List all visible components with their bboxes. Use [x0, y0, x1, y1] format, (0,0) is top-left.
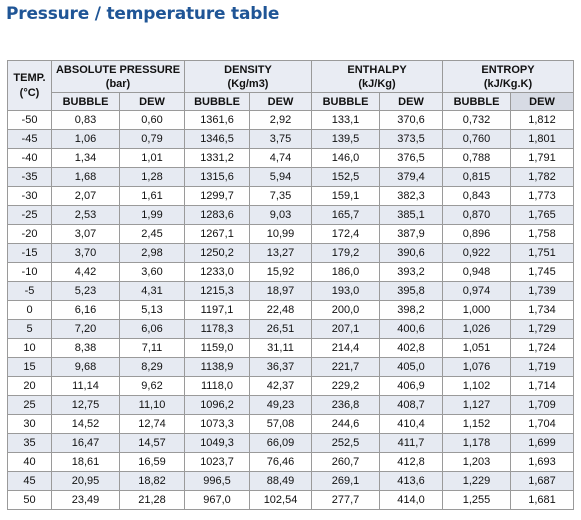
value-cell: 1096,2 [185, 396, 250, 415]
value-cell: 7,35 [250, 187, 312, 206]
table-row [8, 263, 574, 282]
value-cell: 1,127 [443, 396, 511, 415]
sub-header-cell: BUBBLE [443, 93, 511, 111]
value-cell: 7,20 [52, 320, 120, 339]
table-row [8, 301, 574, 320]
sub-header-cell: BUBBLE [312, 93, 380, 111]
table-row [8, 453, 574, 472]
table-row [8, 339, 574, 358]
value-cell: 8,38 [52, 339, 120, 358]
value-cell: 1049,3 [185, 434, 250, 453]
value-cell: 1,229 [443, 472, 511, 491]
value-cell: 406,9 [380, 377, 443, 396]
table-row [8, 244, 574, 263]
table-row [8, 472, 574, 491]
value-cell: 1,751 [511, 244, 574, 263]
value-cell: 16,59 [120, 453, 185, 472]
value-cell: 1,719 [511, 358, 574, 377]
value-cell: 1346,5 [185, 130, 250, 149]
value-cell: 1,178 [443, 434, 511, 453]
value-cell: 139,5 [312, 130, 380, 149]
value-cell: 1331,2 [185, 149, 250, 168]
value-cell: 1073,3 [185, 415, 250, 434]
temp-header [8, 61, 52, 111]
value-cell: 0,732 [443, 111, 511, 130]
value-cell: 410,4 [380, 415, 443, 434]
value-cell: 1,102 [443, 377, 511, 396]
value-cell: 370,6 [380, 111, 443, 130]
value-cell: 1118,0 [185, 377, 250, 396]
value-cell: 1283,6 [185, 206, 250, 225]
value-cell: 200,0 [312, 301, 380, 320]
value-cell: 3,75 [250, 130, 312, 149]
value-cell: 2,98 [120, 244, 185, 263]
value-cell: 385,1 [380, 206, 443, 225]
value-cell: 18,82 [120, 472, 185, 491]
value-cell: 2,53 [52, 206, 120, 225]
temperature-cell: 40 [8, 453, 52, 472]
value-cell: 14,57 [120, 434, 185, 453]
value-cell: 2,92 [250, 111, 312, 130]
value-cell: 1,714 [511, 377, 574, 396]
value-cell: 0,83 [52, 111, 120, 130]
temperature-cell: -25 [8, 206, 52, 225]
value-cell: 1,000 [443, 301, 511, 320]
value-cell: 996,5 [185, 472, 250, 491]
value-cell: 0,788 [443, 149, 511, 168]
table-row [8, 434, 574, 453]
value-cell: 21,28 [120, 491, 185, 510]
value-cell: 1,255 [443, 491, 511, 510]
value-cell: 1138,9 [185, 358, 250, 377]
value-cell: 1299,7 [185, 187, 250, 206]
temperature-cell: -35 [8, 168, 52, 187]
value-cell: 1,724 [511, 339, 574, 358]
table-row [8, 320, 574, 339]
value-cell: 3,70 [52, 244, 120, 263]
sub-header-row [8, 93, 574, 111]
value-cell: 1,68 [52, 168, 120, 187]
group-header-row [8, 61, 574, 93]
value-cell: 31,11 [250, 339, 312, 358]
value-cell: 1,729 [511, 320, 574, 339]
value-cell: 4,31 [120, 282, 185, 301]
temperature-cell: 25 [8, 396, 52, 415]
value-cell: 0,79 [120, 130, 185, 149]
value-cell: 146,0 [312, 149, 380, 168]
value-cell: 14,52 [52, 415, 120, 434]
value-cell: 405,0 [380, 358, 443, 377]
temperature-cell: 35 [8, 434, 52, 453]
table-row [8, 396, 574, 415]
value-cell: 1,734 [511, 301, 574, 320]
pressure-temperature-table [7, 60, 574, 510]
value-cell: 11,10 [120, 396, 185, 415]
temperature-cell: 20 [8, 377, 52, 396]
value-cell: 1,758 [511, 225, 574, 244]
value-cell: 4,42 [52, 263, 120, 282]
value-cell: 1,773 [511, 187, 574, 206]
value-cell: 76,46 [250, 453, 312, 472]
table-body [8, 111, 574, 510]
value-cell: 411,7 [380, 434, 443, 453]
table-row [8, 415, 574, 434]
value-cell: 1,076 [443, 358, 511, 377]
value-cell: 3,07 [52, 225, 120, 244]
value-cell: 0,896 [443, 225, 511, 244]
sub-header-cell: DEW [380, 93, 443, 111]
value-cell: 1,812 [511, 111, 574, 130]
value-cell: 159,1 [312, 187, 380, 206]
value-cell: 214,4 [312, 339, 380, 358]
value-cell: 1,61 [120, 187, 185, 206]
value-cell: 379,4 [380, 168, 443, 187]
value-cell: 400,6 [380, 320, 443, 339]
value-cell: 9,03 [250, 206, 312, 225]
temperature-cell: -45 [8, 130, 52, 149]
temperature-cell: 10 [8, 339, 52, 358]
temperature-cell: -50 [8, 111, 52, 130]
value-cell: 1315,6 [185, 168, 250, 187]
value-cell: 1267,1 [185, 225, 250, 244]
value-cell: 0,815 [443, 168, 511, 187]
value-cell: 6,16 [52, 301, 120, 320]
value-cell: 0,974 [443, 282, 511, 301]
value-cell: 1,681 [511, 491, 574, 510]
value-cell: 22,48 [250, 301, 312, 320]
value-cell: 172,4 [312, 225, 380, 244]
value-cell: 0,948 [443, 263, 511, 282]
table-row [8, 130, 574, 149]
value-cell: 11,14 [52, 377, 120, 396]
value-cell: 252,5 [312, 434, 380, 453]
table-row [8, 206, 574, 225]
value-cell: 57,08 [250, 415, 312, 434]
value-cell: 244,6 [312, 415, 380, 434]
group-header-enthalpy: ENTHALPY (kJ/Kg) [312, 61, 443, 93]
value-cell: 387,9 [380, 225, 443, 244]
value-cell: 2,45 [120, 225, 185, 244]
value-cell: 26,51 [250, 320, 312, 339]
value-cell: 1,709 [511, 396, 574, 415]
value-cell: 18,97 [250, 282, 312, 301]
temperature-cell: -30 [8, 187, 52, 206]
value-cell: 236,8 [312, 396, 380, 415]
temperature-cell: -5 [8, 282, 52, 301]
table-row [8, 358, 574, 377]
temperature-cell: -15 [8, 244, 52, 263]
value-cell: 0,760 [443, 130, 511, 149]
value-cell: 1,745 [511, 263, 574, 282]
value-cell: 193,0 [312, 282, 380, 301]
value-cell: 6,06 [120, 320, 185, 339]
value-cell: 1,28 [120, 168, 185, 187]
value-cell: 49,23 [250, 396, 312, 415]
value-cell: 395,8 [380, 282, 443, 301]
value-cell: 66,09 [250, 434, 312, 453]
value-cell: 1,687 [511, 472, 574, 491]
temp-header-unit: (°C) [19, 86, 40, 99]
value-cell: 1,203 [443, 453, 511, 472]
value-cell: 1,765 [511, 206, 574, 225]
value-cell: 390,6 [380, 244, 443, 263]
value-cell: 373,5 [380, 130, 443, 149]
temperature-cell: 5 [8, 320, 52, 339]
value-cell: 1178,3 [185, 320, 250, 339]
value-cell: 1250,2 [185, 244, 250, 263]
value-cell: 1,06 [52, 130, 120, 149]
temperature-cell: -40 [8, 149, 52, 168]
value-cell: 0,922 [443, 244, 511, 263]
table-row [8, 111, 574, 130]
value-cell: 1023,7 [185, 453, 250, 472]
value-cell: 16,47 [52, 434, 120, 453]
temp-header-label: TEMP. [13, 71, 46, 84]
value-cell: 402,8 [380, 339, 443, 358]
value-cell: 0,60 [120, 111, 185, 130]
value-cell: 413,6 [380, 472, 443, 491]
value-cell: 8,29 [120, 358, 185, 377]
value-cell: 269,1 [312, 472, 380, 491]
value-cell: 1,699 [511, 434, 574, 453]
value-cell: 1,693 [511, 453, 574, 472]
value-cell: 412,8 [380, 453, 443, 472]
value-cell: 1,152 [443, 415, 511, 434]
group-header-density: DENSITY (Kg/m3) [185, 61, 312, 93]
value-cell: 42,37 [250, 377, 312, 396]
sub-header-cell: DEW [511, 93, 574, 111]
value-cell: 229,2 [312, 377, 380, 396]
value-cell: 207,1 [312, 320, 380, 339]
table-row [8, 377, 574, 396]
temperature-cell: -10 [8, 263, 52, 282]
sub-header-cell: BUBBLE [185, 93, 250, 111]
page-title: Pressure / temperature table [6, 4, 280, 24]
value-cell: 15,92 [250, 263, 312, 282]
value-cell: 1215,3 [185, 282, 250, 301]
value-cell: 0,843 [443, 187, 511, 206]
value-cell: 260,7 [312, 453, 380, 472]
value-cell: 20,95 [52, 472, 120, 491]
value-cell: 1,791 [511, 149, 574, 168]
value-cell: 2,07 [52, 187, 120, 206]
value-cell: 408,7 [380, 396, 443, 415]
value-cell: 10,99 [250, 225, 312, 244]
value-cell: 88,49 [250, 472, 312, 491]
table-row [8, 225, 574, 244]
temperature-cell: 15 [8, 358, 52, 377]
value-cell: 133,1 [312, 111, 380, 130]
value-cell: 414,0 [380, 491, 443, 510]
table-row [8, 168, 574, 187]
value-cell: 398,2 [380, 301, 443, 320]
value-cell: 5,13 [120, 301, 185, 320]
value-cell: 1,739 [511, 282, 574, 301]
temperature-cell: -20 [8, 225, 52, 244]
value-cell: 23,49 [52, 491, 120, 510]
value-cell: 1233,0 [185, 263, 250, 282]
value-cell: 376,5 [380, 149, 443, 168]
value-cell: 186,0 [312, 263, 380, 282]
value-cell: 4,74 [250, 149, 312, 168]
value-cell: 1,99 [120, 206, 185, 225]
value-cell: 1,026 [443, 320, 511, 339]
temperature-cell: 50 [8, 491, 52, 510]
value-cell: 1,782 [511, 168, 574, 187]
value-cell: 221,7 [312, 358, 380, 377]
value-cell: 1,051 [443, 339, 511, 358]
value-cell: 3,60 [120, 263, 185, 282]
value-cell: 1159,0 [185, 339, 250, 358]
temperature-cell: 0 [8, 301, 52, 320]
sub-header-cell: DEW [250, 93, 312, 111]
value-cell: 382,3 [380, 187, 443, 206]
table-row [8, 187, 574, 206]
value-cell: 102,54 [250, 491, 312, 510]
value-cell: 36,37 [250, 358, 312, 377]
value-cell: 18,61 [52, 453, 120, 472]
table-row [8, 491, 574, 510]
value-cell: 1197,1 [185, 301, 250, 320]
group-header-pressure: ABSOLUTE PRESSURE (bar) [52, 61, 185, 93]
group-header-entropy: ENTROPY (kJ/Kg.K) [443, 61, 574, 93]
value-cell: 9,62 [120, 377, 185, 396]
value-cell: 1,704 [511, 415, 574, 434]
value-cell: 13,27 [250, 244, 312, 263]
value-cell: 1361,6 [185, 111, 250, 130]
value-cell: 0,870 [443, 206, 511, 225]
table-row [8, 282, 574, 301]
table-row [8, 149, 574, 168]
value-cell: 179,2 [312, 244, 380, 263]
temperature-cell: 45 [8, 472, 52, 491]
value-cell: 7,11 [120, 339, 185, 358]
value-cell: 9,68 [52, 358, 120, 377]
temperature-cell: 30 [8, 415, 52, 434]
value-cell: 152,5 [312, 168, 380, 187]
value-cell: 12,75 [52, 396, 120, 415]
value-cell: 12,74 [120, 415, 185, 434]
value-cell: 5,94 [250, 168, 312, 187]
value-cell: 277,7 [312, 491, 380, 510]
value-cell: 1,01 [120, 149, 185, 168]
value-cell: 1,801 [511, 130, 574, 149]
value-cell: 967,0 [185, 491, 250, 510]
value-cell: 165,7 [312, 206, 380, 225]
sub-header-cell: BUBBLE [52, 93, 120, 111]
value-cell: 5,23 [52, 282, 120, 301]
value-cell: 393,2 [380, 263, 443, 282]
sub-header-cell: DEW [120, 93, 185, 111]
value-cell: 1,34 [52, 149, 120, 168]
